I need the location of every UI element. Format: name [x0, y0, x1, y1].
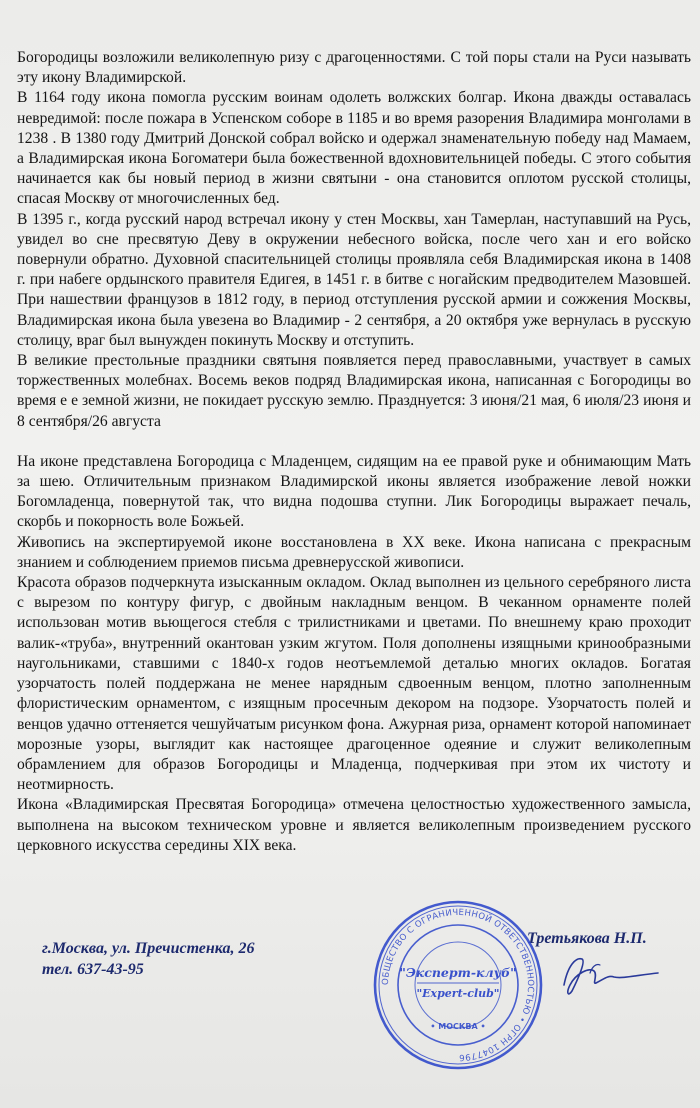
stamp-name-en: "Expert-club"	[416, 987, 500, 1000]
paragraph-tamerlane: В 1395 г., когда русский народ встречал икону у стен Москвы, хан Тамерлан, наступавший на Русь, увидел во сне пресвятую Деву в окружении небесного войска, после чего хан и его войско повернули обратно. Духовной спасительницей столицы проявляла себя Владимирская икона в 1408 г. при набеге ордынского правителя Едигея, в 1451 г. в битве с ногайским предводителем Мазовшей. При нашествии французов в 1812 году, в период отступления русской армии и сожжения Москвы, Владимирская икона была увезена во Владимир - 2 сентября, а 20 октября уже вернулась в русскую столицу, враг был вынужден покинуть Москву и отступить.	[17, 210, 691, 349]
paragraph-conclusion: Икона «Владимирская Пресвятая Богородица» отмечена целостностью художественного замысла, выполнена на высоком техническом уровне и является великолепным произведением русского церковного искусства середины XIX века.	[17, 796, 691, 854]
svg-text:ОБЩЕСТВО С ОГРАНИЧЕННОЙ ОТВЕТС	[381, 908, 535, 1062]
stamp-city: • МОСКВА •	[430, 1022, 486, 1031]
paragraph-oklad: Красота образов подчеркнута изысканным окладом. Оклад выполнен из цельного серебряного листа с вырезом по контуру фигур, с двойным накладным венцом. В чеканном орнаменте полей использован мотив вьющегося стебля с трилистниками и цветами. По внешнему краю проходит валик-«труба», внутренний окантован узким жгутом. Поля дополнены изящными кринообразными наугольниками, ставшими с 1840-х годов неотъемлемой деталью многих окладов. Богатая узорчатость полей поддержана не менее нарядным сдвоенным венцом, плотно заполненным флористическим орнаментом, с изящным просечным декором на подзоре. Узорчатость полей и венцов удачно оттеняется чешуйчатым рисунком фона. Ажурная риза, орнамент которой напоминает морозные узоры, выглядит как настоящее драгоценное одеяние и служит великолепным обрамлением для образов Богородицы и Младенца, подчеркивая при этом их чистоту и неотмирность.	[17, 574, 691, 794]
paragraph-intro: Богородицы возложили великолепную ризу с драгоценностями. С той поры стали на Руси называть эту икону Владимирской.	[17, 49, 691, 87]
paragraph-history: В 1164 году икона помогла русским воинам одолеть волжских болгар. Икона дважды оставалась невредимой: после пожара в Успенском соборе в 1185 и во время разорения Владимира монголами в 1238 . В 1380 году Дмитрий Донской собрал войско и одержал знаменательную победу над Мамаем, а Владимирская икона Богоматери была божественной вдохновительницей победы. С этого события начинается как бы новый период в жизни святыни - она становится оплотом русской столицы, спасая Москву от многочисленных бед.	[17, 89, 691, 208]
paragraph-feasts: В великие престольные праздники святыня появляется перед православными, участвует в самых торжественных молебнах. Восемь веков подряд Владимирская икона, написанная с Богородицы во время е е земной жизни, не покидает русскую землю. Празднуется: 3 июня/21 мая, 6 июля/23 июня и 8 сентября/26 августа	[17, 352, 691, 430]
stamp-name-ru: "Эксперт-клуб"	[399, 965, 517, 980]
address-line: г.Москва, ул. Пречистенка, 26	[42, 940, 255, 957]
handwritten-signature	[546, 945, 666, 1005]
document-body	[17, 48, 691, 856]
paragraph-painting: Живопись на экспертируемой иконе восстановлена в XX веке. Икона написана с прекрасным знанием и соблюдением приемов письма древнерусской живописи.	[17, 533, 691, 571]
paragraph-iconography: На иконе представлена Богородица с Младенцем, сидящим на ее правой руке и обнимающим Мать за шею. Отличительным признаком Владимирской иконы является изображение левой ножки Богомладенца, повернутой так, что видна подошва ступни. Лик Богородицы выражает печаль, скорбь и покорность воле Божьей.	[17, 452, 691, 531]
company-stamp	[372, 899, 544, 1071]
contact-block	[42, 938, 255, 980]
stamp-ring-text: ОБЩЕСТВО С ОГРАНИЧЕННОЙ ОТВЕТСТВЕННОСТЬЮ • ОГРН 1047796	[380, 907, 536, 1063]
phone-line: тел. 637-43-95	[42, 961, 144, 978]
signer-name: Третьякова Н.П.	[527, 930, 647, 947]
